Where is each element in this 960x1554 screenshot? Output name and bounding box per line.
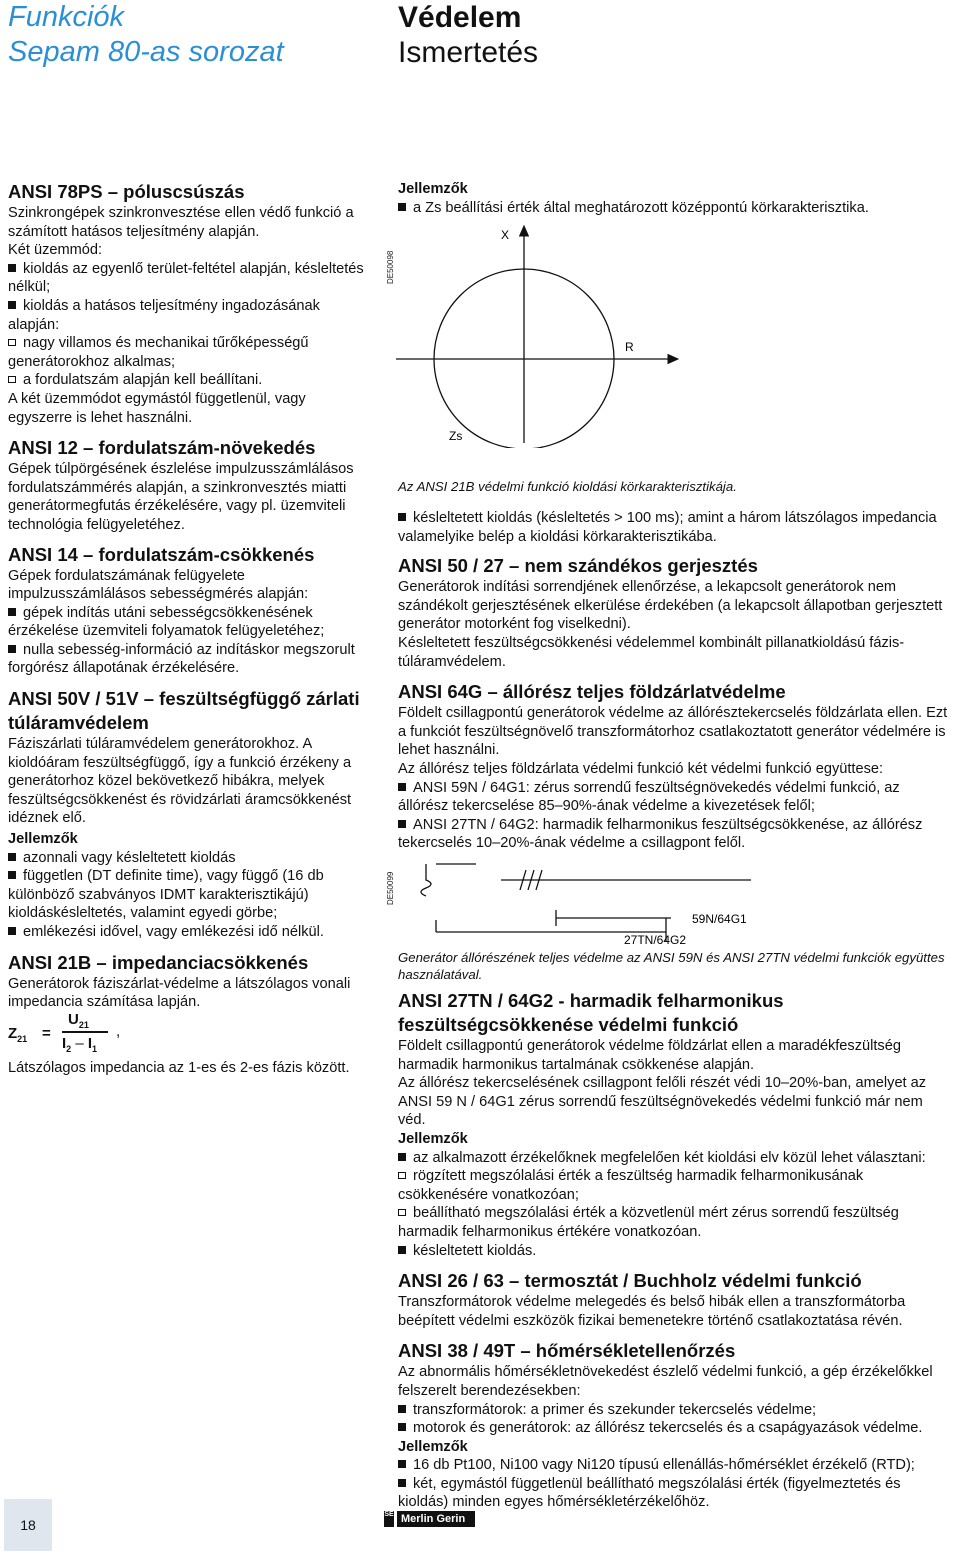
list-item: független (DT definite time), vagy függő (16 db különböző szabványos IDMT karakterisztikájú) kioldáskésleltetés, valamint egyedi görbe; [8, 868, 324, 922]
bullet-square-icon [8, 608, 16, 616]
schneider-logo-icon: SE [384, 1511, 394, 1527]
bullet-box-icon [8, 376, 16, 383]
list-item: rögzített megszólalási érték a feszültség harmadik felharmonikusának csökkenésére vonatkozóan; [398, 1168, 864, 1203]
list-item: a fordulatszám alapján kell beállítani. [8, 371, 372, 390]
right-column-top [398, 180, 954, 217]
paragraph: A két üzemmódot egymástól függetlenül, vagy egyszerre is lehet használni. [8, 390, 306, 426]
list-item: ANSI 27TN / 64G2: harmadik felharmonikus feszültségcsökkenése, az állórész tekercselés 10–20%-ának védelme a csillagpont felől. [398, 816, 923, 852]
impedance-formula [8, 1013, 138, 1057]
heading-ansi-27tn: ANSI 27TN / 64G2 - harmadik felharmonikus feszültségcsökkenése védelmi funkció [398, 990, 784, 1035]
heading-ansi-38-49t: ANSI 38 / 49T – hőmérsékletellenőrzés [398, 1340, 736, 1362]
figure-code: DE50099 [386, 871, 395, 905]
paragraph: Látszólagos impedancia az 1-es és 2-es fázis között. [8, 1060, 350, 1076]
bullet-square-icon [8, 853, 16, 861]
bullet-square-icon [398, 1479, 406, 1487]
formula-numerator: $U_{21}$ [68, 1011, 89, 1030]
heading-ansi-26-63: ANSI 26 / 63 – termosztát / Buchholz védelmi funkció [398, 1270, 862, 1292]
stator-protection-diagram [396, 860, 796, 950]
figure-caption: Generátor állórészének teljes védelme az ANSI 59N és ANSI 27TN védelmi funkciók együttes használatával. [398, 950, 945, 982]
brand-name: Merlin Gerin [397, 1511, 475, 1527]
paragraph: Transzformátorok védelme melegedés és belső hibák ellen a transzformátorba beépített védelmi eszközök fizikai bemenetekre történő csatlakoztatása révén. [398, 1294, 906, 1329]
page-number: 18 [4, 1499, 52, 1551]
subheading: Jellemzők [8, 831, 78, 848]
bullet-square-icon [398, 203, 406, 211]
list-item: azonnali vagy késleltetett kioldás [8, 849, 372, 868]
paragraph: Fáziszárlati túláramvédelem generátorokhoz. A kioldóáram feszültségfüggő, így a funkció érzékeny a generátorhoz közel bekövetkező hibákra, melyek feszültségcsökkenést és rövidzárlati áramcsökkenést idéznek elő. [8, 736, 352, 827]
label-27tn-64g2: 27TN/64G2 [624, 933, 687, 947]
brand-logo [384, 1511, 475, 1527]
left-column-end [8, 1059, 388, 1078]
paragraph: Az abnormális hőmérsékletnövekedést észlelő védelmi funkció, a gép érzékelőkkel felszerelt berendezésekben: [398, 1364, 933, 1399]
heading-ansi-21b: ANSI 21B – impedanciacsökkenés [8, 951, 309, 973]
paragraph: Gépek túlpörgésének észlelése impulzusszámlálásos fordulatszámmérés alapján, a szinkronvesztés miatti generátormegfutás érzékelésére, vagy pl. üzemviteli technológia felügyeletéhez. [8, 461, 354, 533]
paragraph: Késleltetett feszültségcsökkenési védelemmel kombinált pillanatkioldású fázis-túláramvédelem. [398, 634, 905, 670]
list-item: kioldás az egyenlő terület-feltétel alapján, késleltetés nélkül; [8, 260, 364, 296]
paragraph: Két üzemmód: [8, 242, 103, 259]
fraction-bar [62, 1031, 108, 1033]
paragraph: Generátorok fáziszárlat-védelme a látszólagos vonali impedancia számítása lapján. [8, 975, 351, 1011]
list-item: beállítható megszólalási érték a közvetlenül mért zérus sorrendű feszültség harmadik felharmonikus értékére vonatkozóan. [398, 1205, 899, 1240]
subheading: Jellemzők [398, 1438, 468, 1455]
paragraph: Az állórész teljes földzárlata védelmi funkció két védelmi funkció együttese: [398, 760, 884, 777]
bullet-square-icon [8, 301, 16, 309]
bullet-square-icon [398, 820, 406, 828]
formula-lhs: $Z_{21}$ [8, 1025, 28, 1044]
list-item: az alkalmazott érzékelőknek megfelelően két kioldási elv közül lehet választani: [398, 1149, 954, 1168]
formula-denominator: $I_2 - I_1$ [62, 1035, 98, 1054]
subheading: Jellemzők [398, 1130, 468, 1147]
header-left-line2: Sepam 80-as sorozat [8, 36, 284, 68]
paragraph: Szinkrongépek szinkronvesztése ellen védő funkció a számított hatásos teljesítmény alapján. [8, 205, 354, 240]
list-item: nulla sebesség-információ az indításkor megszorult forgórész állapotának érzékelésére. [8, 641, 355, 677]
heading-ansi-14: ANSI 14 – fordulatszám-csökkenés [8, 543, 315, 565]
axis-label-x: X [501, 228, 510, 242]
right-column-bottom [398, 949, 954, 1512]
label-59n-64g1: 59N/64G1 [692, 912, 747, 926]
heading-ansi-50-27: ANSI 50 / 27 – nem szándékos gerjesztés [398, 555, 758, 577]
label-zs: Zs [449, 429, 463, 443]
subheading: Jellemzők [398, 181, 468, 197]
list-item: a Zs beállítási érték által meghatározott középpontú körkarakterisztika. [398, 199, 954, 218]
heading-ansi-78ps: ANSI 78PS – póluscsúszás [8, 181, 245, 202]
header-right-line1: Védelem [398, 1, 522, 34]
list-item: emlékezési idővel, vagy emlékezési idő nélkül. [8, 923, 372, 942]
winding-coil [421, 864, 431, 896]
left-column [8, 180, 372, 1012]
list-item: két, egymástól függetlenül beállítható megszólalási érték (figyelmeztetés és kioldás) minden egyes hőmérsékletérzékelőhöz. [398, 1475, 901, 1511]
bullet-box-icon [8, 339, 16, 346]
bullet-box-icon [398, 1172, 406, 1179]
bullet-square-icon [8, 927, 16, 935]
heading-ansi-50v-51v: ANSI 50V / 51V – feszültségfüggő zárlati túláramvédelem [8, 688, 360, 734]
bullet-square-icon [398, 783, 406, 791]
header-left-line1: Funkciók [8, 1, 125, 33]
list-item: gépek indítás utáni sebességcsökkenésének érzékelése üzemviteli folyamatok felügyeletéhez; [8, 604, 325, 640]
list-item: ANSI 59N / 64G1: zérus sorrendű feszültségnövekedés védelmi funkció, az állórész tekercselése 85–90%-ának védelme a kivezetések felől; [398, 779, 900, 815]
list-item: kioldás a hatásos teljesítmény ingadozásának alapján: [8, 297, 320, 333]
bullet-square-icon [398, 1153, 406, 1161]
formula-comma: , [116, 1023, 121, 1040]
list-item: 16 db Pt100, Ni100 vagy Ni120 típusú ellenállás-hőmérséklet érzékelő (RTD); [398, 1456, 954, 1475]
heading-ansi-64g: ANSI 64G – állórész teljes földzárlatvédelme [398, 681, 786, 703]
bullet-square-icon [8, 264, 16, 272]
list-item: késleltetett kioldás (késleltetés > 100 ms); amint a három látszólagos impedancia valamelyike belép a kioldási körkarakterisztikába. [398, 510, 937, 545]
axis-label-r: R [625, 340, 634, 354]
list-item: motorok és generátorok: az állórész tekercselés és a csapágyazások védelme. [398, 1419, 954, 1438]
formula-equals: = [42, 1025, 51, 1042]
figure-caption: Az ANSI 21B védelmi funkció kioldási körkarakterisztikája. [398, 479, 737, 494]
heading-ansi-12: ANSI 12 – fordulatszám-növekedés [8, 437, 316, 459]
bullet-box-icon [398, 1209, 406, 1216]
bullet-square-icon [398, 1246, 406, 1254]
list-item: nagy villamos és mechanikai tűrőképességű generátorokhoz alkalmas; [8, 335, 309, 370]
bullet-square-icon [8, 871, 16, 879]
list-item: késleltetett kioldás. [398, 1242, 954, 1261]
bullet-square-icon [8, 645, 16, 653]
figure-code: DE50098 [386, 250, 395, 284]
page-title [398, 0, 538, 70]
bullet-square-icon [398, 513, 406, 521]
paragraph: Generátorok indítási sorrendjének ellenőrzése, a lekapcsolt generátorok nem szándékolt gerjesztésének elkerülése érdekében (a lekapcsolt állapotban gerjesztett generátor motorként fog viselkedni). [398, 579, 943, 633]
paragraph: Az állórész tekercselésének csillagpont felőli részét védi 10–20%-ban, amelyet az ANSI 59 N / 64G1 zérus sorrendű feszültségnövekedés védelmi funkció már nem véd. [398, 1075, 927, 1129]
section-title [8, 0, 284, 70]
list-item: transzformátorok: a primer és szekunder tekercselés védelme; [398, 1401, 954, 1420]
paragraph: Gépek fordulatszámának felügyelete impulzusszámlálásos sebességmérés alapján: [8, 567, 309, 603]
bullet-square-icon [398, 1460, 406, 1468]
bullet-square-icon [398, 1405, 406, 1413]
header-right-line2: Ismertetés [398, 36, 539, 69]
circle-characteristic-diagram [396, 218, 686, 448]
bullet-square-icon [398, 1423, 406, 1431]
right-column [398, 478, 954, 853]
paragraph: Földelt csillagpontú generátorok védelme az állórésztekercselés földzárlata ellen. Ezt a funkciót feszültségnövelő transzformátorhoz csatlakoztatott generátor védelmére is lehet használni. [398, 705, 948, 759]
paragraph: Földelt csillagpontú generátorok védelme földzárlat ellen a maradékfeszültség harmadik harmonikus tartalmának csökkenése alapján. [398, 1038, 901, 1073]
